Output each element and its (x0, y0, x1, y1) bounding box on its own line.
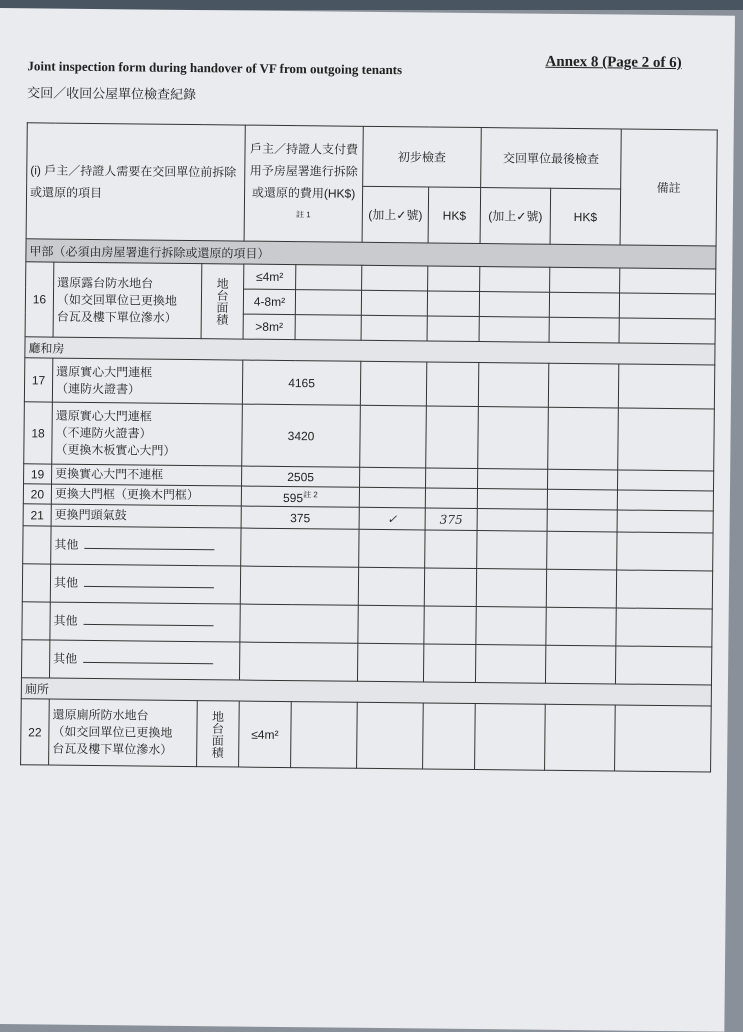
item-desc: 更換門頭氣鼓 (51, 504, 241, 528)
header-item: (i) 戶主／持證人需要在交回單位前拆除或還原的項目 (26, 123, 245, 241)
handwritten-tick: ✓ (359, 507, 425, 530)
inspection-table (20, 122, 718, 772)
item-desc: 還原露台防水地台 （如交回單位已更換地 台瓦及樓下單位滲水） (53, 262, 202, 339)
floor-area-label: 地台面積 (197, 701, 240, 767)
header-final: 交回單位最後檢查 (481, 128, 622, 189)
section-toilet: 廁所 (21, 678, 711, 706)
other-item: 其他 (50, 602, 240, 642)
other-item: 其他 (49, 640, 239, 680)
cost-value: 375 (241, 506, 359, 529)
row-number: 22 (21, 699, 50, 765)
size-option: 4-8m² (243, 289, 295, 315)
other-item: 其他 (50, 564, 240, 604)
header-tick: (加上✓號) (480, 188, 551, 245)
item-desc: 還原實心大門連框 （不連防火證書） （更換木板實心大門） (52, 402, 243, 466)
row-number: 17 (24, 358, 52, 402)
other-item: 其他 (51, 526, 241, 566)
title-english: Joint inspection form during handover of VF from outgoing tenants (27, 58, 403, 78)
size-option: ≤4m² (239, 701, 292, 768)
cost-value: 3420 (242, 404, 361, 467)
row-number: 18 (24, 402, 53, 464)
row-number: 19 (24, 464, 52, 484)
item-desc: 更換實心大門不連框 (52, 464, 242, 486)
item-desc: 還原廁所防水地台 （如交回單位已更換地 台瓦及樓下單位滲水） (49, 699, 198, 767)
section-living: 廳和房 (25, 337, 715, 365)
title-chinese: 交回／收回公屋單位檢查紀錄 (27, 85, 197, 103)
cost-value: 2505 (242, 466, 360, 487)
header-cost: 戶主／持證人支付費用予房屋署進行拆除或還原的費用(HK$)$^{註 1}$ (244, 125, 363, 242)
size-option: ≤4m² (244, 264, 296, 290)
cost-value: 4165 (242, 360, 360, 405)
section-a: 甲部（必須由房屋署進行拆除或還原的項目） (26, 239, 716, 269)
row-number: 16 (25, 262, 54, 337)
item-desc: 還原實心大門連框 （連防火證書） (52, 358, 242, 404)
header-hk: HK$ (428, 187, 481, 244)
header-remarks: 備註 (620, 129, 717, 246)
row-number: 21 (23, 504, 51, 526)
header-initial: 初步檢查 (363, 126, 482, 187)
item-desc: 更換大門框（更換木門框） (51, 484, 241, 506)
document-page (0, 8, 735, 1032)
size-option: >8m² (243, 314, 295, 340)
cost-value: 595$^{註 2}$ (241, 486, 359, 507)
floor-area-label: 地台面積 (201, 264, 244, 339)
header-hk: HK$ (550, 188, 621, 245)
handwritten-amount: 375 (425, 508, 477, 531)
header-tick: (加上✓號) (362, 186, 429, 243)
annex-label: Annex 8 (Page 2 of 6) (545, 53, 682, 72)
row-number: 20 (23, 484, 51, 504)
